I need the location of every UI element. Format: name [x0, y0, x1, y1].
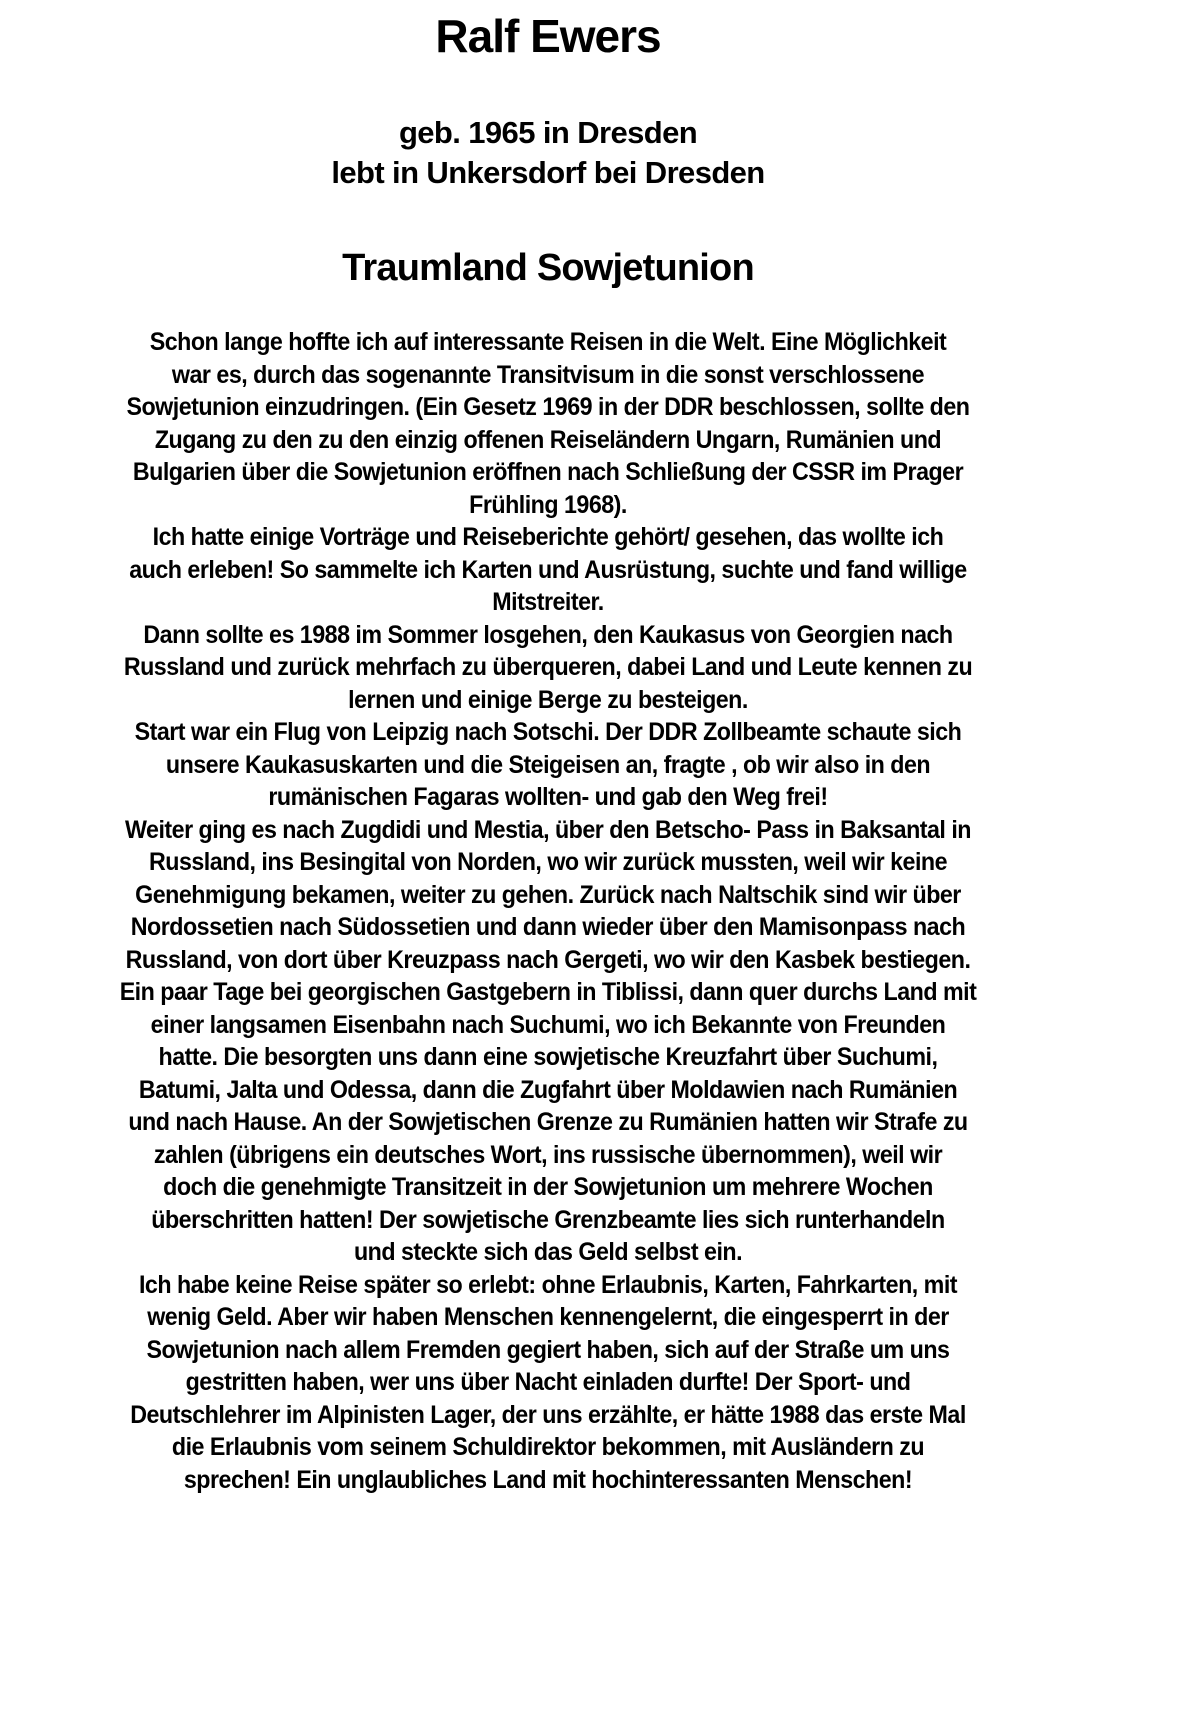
text-line: Russland und zurück mehrfach zu überqueren, dabei Land und Leute kennen zu: [123, 653, 973, 681]
author-name: Ralf Ewers: [435, 10, 661, 62]
text-line: Russland, von dort über Kreuzpass nach Gergeti, wo wir den Kasbek bestiegen.: [125, 945, 971, 974]
text-line: Ein paar Tage bei georgischen Gastgebern in Tiblissi, dann quer durchs Land mit: [119, 978, 977, 1006]
text-line: Nordossetien nach Südossetien und dann wieder über den Mamisonpass nach: [130, 913, 966, 941]
text-line: Sowjetunion nach allem Fremden gegiert haben, sich auf der Straße um uns: [146, 1335, 950, 1364]
text-line: Weiter ging es nach Zugdidi und Mestia, über den Betscho- Pass in Baksantal in: [125, 815, 971, 844]
text-line: die Erlaubnis vom seinem Schuldirektor bekommen, mit Ausländern zu: [171, 1433, 925, 1461]
text-line: lernen und einige Berge zu besteigen.: [348, 685, 748, 714]
text-line: Genehmigung bekamen, weiter zu gehen. Zurück nach Naltschik sind wir über: [135, 880, 961, 909]
birth-info: geb. 1965 in Dresden: [398, 115, 698, 150]
text-line: rumänischen Fagaras wollten- und gab den Weg frei!: [268, 783, 828, 811]
text-line: Schon lange hoffte ich auf interessante Reisen in die Welt. Eine Möglichkeit: [149, 328, 947, 356]
text-line: Mitstreiter.: [492, 588, 604, 616]
text-line: Ich hatte einige Vorträge und Reiseberichte gehört/ gesehen, das wollte ich: [152, 523, 944, 551]
text-line: einer langsamen Eisenbahn nach Suchumi, wo ich Bekannte von Freunden: [150, 1010, 946, 1039]
text-line: und nach Hause. An der Sowjetischen Grenze zu Rumänien hatten wir Strafe zu: [128, 1108, 968, 1136]
text-line: war es, durch das sogenannte Transitvisum in die sonst verschlossene: [171, 360, 925, 389]
text-line: Ich habe keine Reise später so erlebt: ohne Erlaubnis, Karten, Fahrkarten, mit: [138, 1270, 958, 1299]
story-body: [0, 326, 1096, 1496]
text-line: überschritten hatten! Der sowjetische Grenzbeamte lies sich runterhandeln: [151, 1205, 945, 1234]
text-line: auch erleben! So sammelte ich Karten und Ausrüstung, suchte und fand willige: [129, 555, 967, 584]
text-line: hatte. Die besorgten uns dann eine sowjetische Kreuzfahrt über Suchumi,: [158, 1043, 938, 1071]
text-line: Zugang zu den zu den einzig offenen Reiseländern Ungarn, Rumänien und: [154, 425, 942, 454]
text-line: doch die genehmigte Transitzeit in der Sowjetunion um mehrere Wochen: [163, 1173, 933, 1201]
text-line: und steckte sich das Geld selbst ein.: [353, 1238, 743, 1266]
text-line: Frühling 1968).: [469, 490, 627, 519]
text-line: sprechen! Ein unglaubliches Land mit hochinteressanten Menschen!: [183, 1465, 913, 1494]
text-line: Start war ein Flug von Leipzig nach Sotschi. Der DDR Zollbeamte schaute sich: [134, 718, 962, 746]
text-line: Sowjetunion einzudringen. (Ein Gesetz 1969 in der DDR beschlossen, sollte den: [126, 393, 970, 421]
residence-info: lebt in Unkersdorf bei Dresden: [331, 155, 765, 190]
text-line: wenig Geld. Aber wir haben Menschen kennengelernt, die eingesperrt in der: [147, 1303, 949, 1331]
text-line: unsere Kaukasuskarten und die Steigeisen an, fragte , ob wir also in den: [165, 750, 931, 779]
text-line: Deutschlehrer im Alpinisten Lager, der uns erzählte, er hätte 1988 das erste Mal: [130, 1400, 966, 1429]
story-title: Traumland Sowjetunion: [342, 247, 754, 289]
text-line: zahlen (übrigens ein deutsches Wort, ins russische übernommen), weil wir: [153, 1140, 943, 1169]
text-line: Dann sollte es 1988 im Sommer losgehen, den Kaukasus von Georgien nach: [143, 620, 953, 649]
text-line: gestritten haben, wer uns über Nacht einladen durfte! Der Sport- und: [185, 1368, 911, 1396]
text-line: Bulgarien über die Sowjetunion eröffnen nach Schließung der CSSR im Prager: [132, 458, 964, 486]
text-line: Batumi, Jalta und Odessa, dann die Zugfahrt über Moldawien nach Rumänien: [138, 1075, 958, 1104]
text-line: Russland, ins Besingital von Norden, wo wir zurück mussten, weil wir keine: [148, 848, 948, 876]
